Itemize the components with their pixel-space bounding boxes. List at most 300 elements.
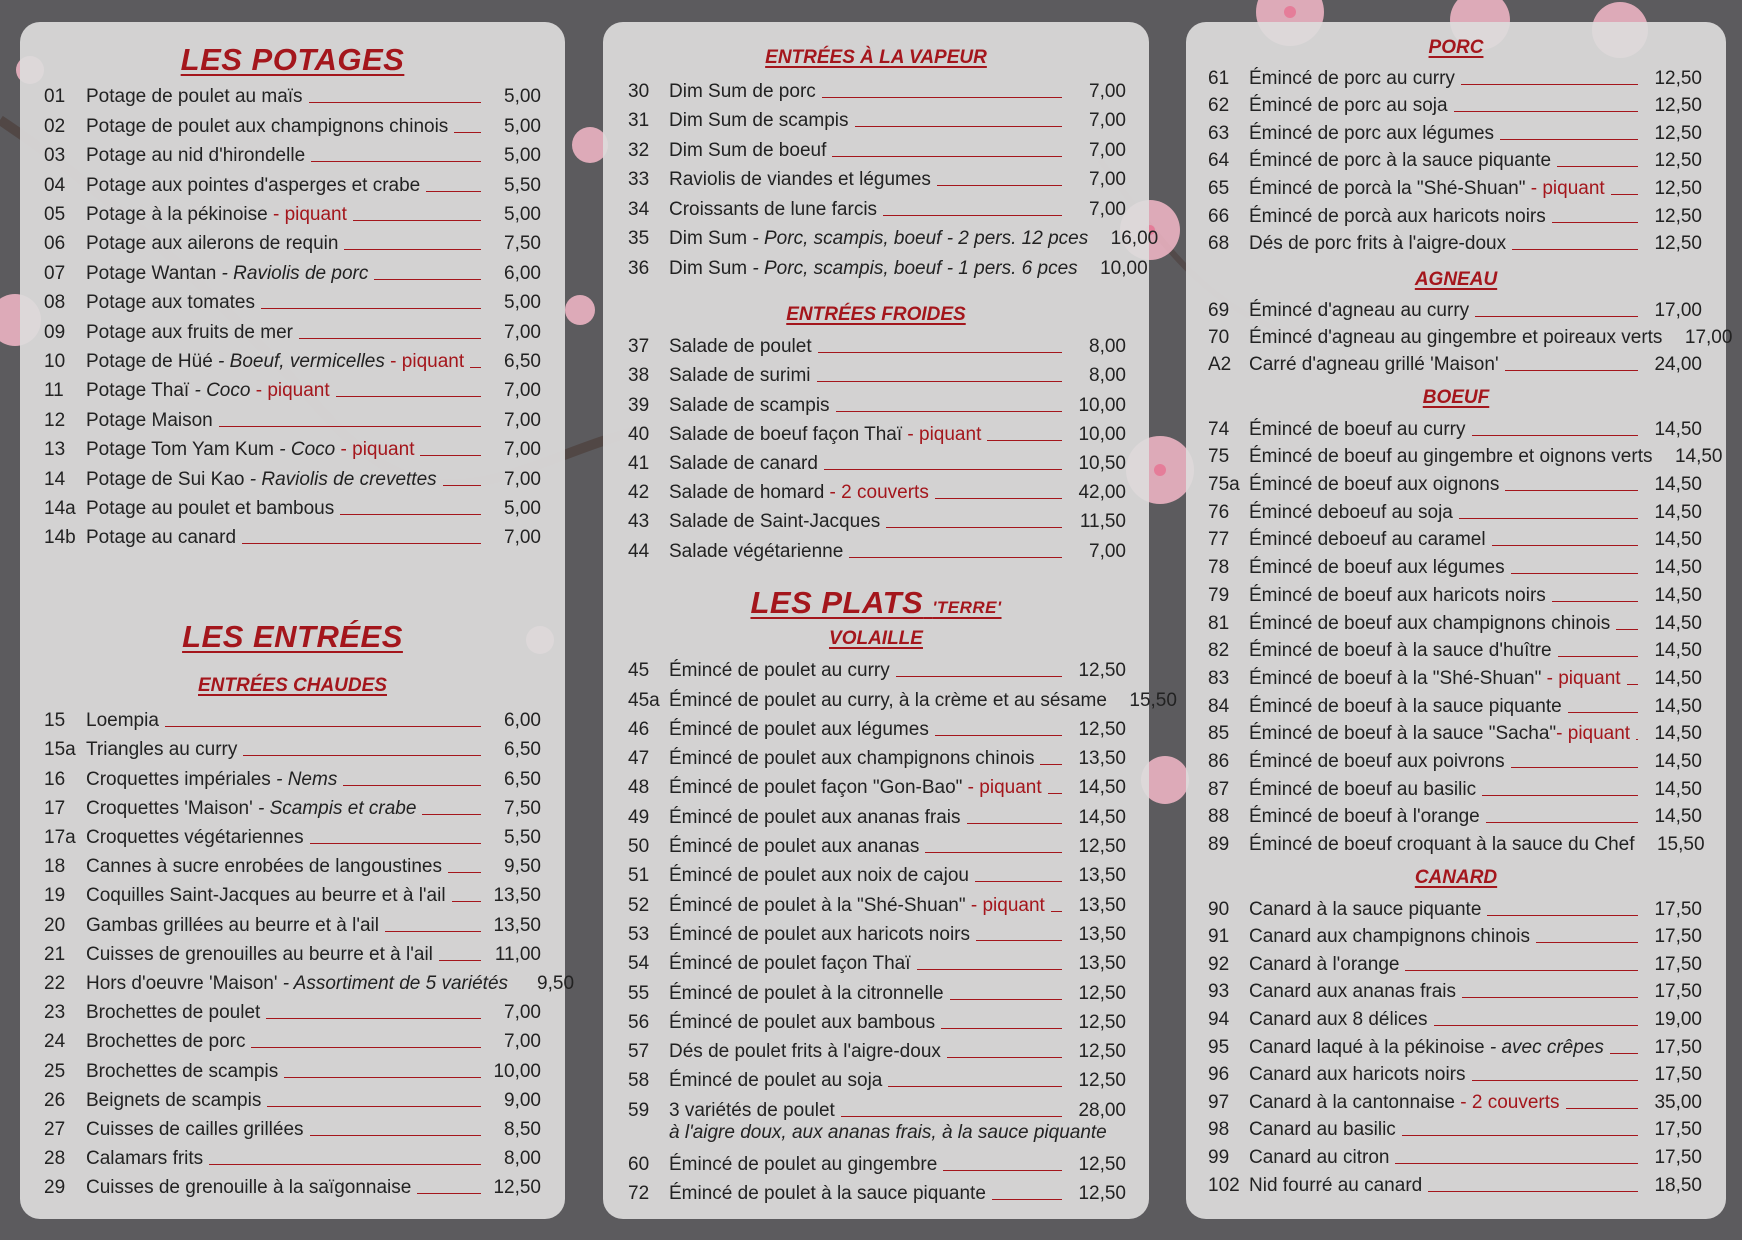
item-number: 23 — [44, 1002, 66, 1024]
leader-line — [311, 160, 481, 162]
item-name: Dés de porc frits à l'aigre-doux — [1249, 233, 1507, 255]
item-price: 12,50 — [1078, 982, 1126, 1004]
item-name-group — [669, 1070, 882, 1092]
item-number: 63 — [1208, 122, 1230, 144]
item-name-group — [669, 777, 1042, 799]
item-number: 45 — [628, 660, 650, 682]
leader-line — [1462, 996, 1638, 998]
item-number: 42 — [628, 482, 650, 504]
item-price: 17,50 — [1654, 926, 1702, 948]
item-name: Émincé deboeuf au soja — [1249, 501, 1453, 523]
item-price: 19,00 — [1654, 1008, 1702, 1030]
item-number: 43 — [628, 511, 650, 533]
item-number: 56 — [628, 1011, 650, 1033]
item-name-group — [1249, 95, 1448, 117]
menu-item-row — [1186, 801, 1726, 829]
item-name-group — [669, 1041, 941, 1063]
item-name-group — [669, 1154, 937, 1176]
menu-item-row — [603, 221, 1159, 251]
item-name: Émincé de poulet au soja — [669, 1070, 883, 1092]
item-name-group — [86, 145, 305, 167]
item-name: Émincé de boeuf croquant à la sauce du Chef — [1249, 834, 1635, 856]
item-name: 3 variétés de poulet — [669, 1099, 835, 1121]
item-name: Émincé de porc aux légumes — [1249, 122, 1495, 144]
item-name: Carré d'agneau grillé 'Maison' — [1249, 354, 1499, 375]
menu-item-row — [1186, 1169, 1726, 1197]
item-name-group — [86, 1002, 260, 1024]
subsection-title-porc: PORC — [1428, 37, 1484, 58]
item-number: 19 — [44, 885, 66, 907]
item-name: Potage au nid d'hirondelle — [86, 145, 306, 167]
item-price: 9,50 — [504, 856, 541, 878]
item-spicy-note: - piquant — [384, 350, 465, 372]
item-name: Salade de homard — [669, 482, 825, 504]
menu-item-row — [1186, 496, 1726, 524]
leader-line — [1511, 572, 1638, 574]
item-name-group — [1249, 446, 1652, 468]
item-name-group — [86, 769, 337, 791]
menu-item-row — [603, 73, 1149, 103]
item-description: - Assortiment de 5 variétés — [277, 972, 509, 994]
item-name-group — [669, 807, 961, 829]
item-name-group — [669, 199, 877, 221]
item-price: 7,00 — [504, 468, 541, 490]
leader-line — [976, 939, 1062, 941]
leader-line — [1482, 794, 1638, 796]
item-name-group — [669, 1100, 835, 1122]
item-name-group — [1249, 954, 1399, 976]
item-number: 18 — [44, 856, 66, 878]
item-name-group — [86, 1090, 261, 1112]
menu-item-row — [603, 1034, 1149, 1063]
item-name: Émincé de boeuf aux oignons — [1249, 474, 1500, 496]
item-name: Canard à la cantonnaise — [1249, 1091, 1455, 1113]
item-name-group — [1249, 899, 1481, 921]
menu-item-row — [603, 858, 1149, 887]
item-number: 82 — [1208, 640, 1230, 662]
item-name-group — [669, 895, 1045, 917]
item-price: 12,50 — [1078, 1154, 1126, 1176]
item-name: Émincé de boeuf à la sauce "Sacha" — [1249, 723, 1557, 745]
item-name: Salade végétarienne — [669, 540, 844, 562]
item-name: Salade de canard — [669, 452, 818, 474]
item-name: Dim Sum de boeuf — [669, 139, 827, 161]
item-number: 89 — [1208, 834, 1230, 856]
item-name-group — [669, 1012, 935, 1034]
item-price: 13,50 — [493, 914, 541, 936]
leader-line — [941, 1027, 1062, 1029]
item-number: 03 — [44, 145, 66, 167]
item-name-group — [86, 263, 368, 285]
item-description: - Coco — [189, 380, 251, 402]
item-name: Salade de scampis — [669, 394, 830, 416]
section-title-plats — [603, 585, 1149, 621]
menu-item-row — [603, 103, 1149, 133]
plats-title-text: LES PLATS — [750, 585, 924, 620]
menu-item-row — [20, 1053, 565, 1082]
item-price: 7,00 — [504, 527, 541, 549]
item-number: 14 — [44, 468, 66, 490]
menu-panel-middle — [603, 22, 1177, 1219]
item-number: 37 — [628, 336, 650, 358]
item-name: Potage Tom Yam Kum — [86, 439, 274, 461]
item-price: 12,50 — [1078, 836, 1126, 858]
item-name: Potage au poulet et bambous — [86, 497, 335, 519]
item-name: Canard aux champignons chinois — [1249, 926, 1530, 948]
item-name: Émincé de porc à la sauce piquante — [1249, 150, 1552, 172]
menu-item-row — [603, 1176, 1149, 1205]
leader-line — [439, 959, 481, 961]
item-name: Émincé de poulet au curry — [669, 660, 890, 682]
item-price: 35,00 — [1654, 1091, 1702, 1113]
menu-item-row — [1186, 635, 1726, 663]
menu-item-row — [1186, 145, 1726, 173]
item-price: 12,50 — [1078, 1011, 1126, 1033]
item-name-group — [86, 798, 416, 820]
leader-line — [454, 131, 481, 133]
menu-item-row — [1186, 295, 1726, 322]
item-name: Potage Thaï — [86, 380, 190, 402]
item-price: 14,50 — [1654, 695, 1702, 717]
item-number: 28 — [44, 1148, 66, 1170]
item-price: 5,00 — [504, 497, 541, 519]
leader-line — [165, 725, 481, 727]
item-name-group — [669, 719, 929, 741]
item-price: 17,50 — [1654, 981, 1702, 1003]
item-name: Émincé d'agneau au curry — [1249, 300, 1470, 321]
item-price: 8,00 — [1089, 365, 1126, 387]
leader-line — [935, 734, 1062, 736]
menu-item-row — [603, 162, 1149, 192]
leader-line — [266, 1017, 481, 1019]
menu-item-row — [20, 344, 565, 373]
leader-line — [888, 1085, 1062, 1087]
item-name-group — [1249, 613, 1610, 635]
item-name: Émincé de poulet à la "Shé-Shuan" — [669, 894, 966, 916]
leader-line — [448, 871, 481, 873]
item-price: 7,00 — [1089, 540, 1126, 562]
item-name-group — [86, 292, 255, 314]
item-name: Émincé de poulet au gingembre — [669, 1154, 938, 1176]
item-number: 70 — [1208, 327, 1230, 348]
item-name-group — [86, 380, 330, 402]
item-number: 72 — [628, 1183, 650, 1205]
item-price: 14,50 — [1654, 667, 1702, 689]
item-name-group — [669, 1183, 986, 1205]
item-name-group — [1249, 640, 1552, 662]
item-name: Croquettes végétariennes — [86, 826, 304, 848]
subsection-title-volaille: VOLAILLE — [829, 628, 923, 649]
item-number: 48 — [628, 777, 650, 799]
item-price: 13,50 — [493, 885, 541, 907]
menu-item-row — [1186, 552, 1726, 580]
item-spicy-note: - piquant — [335, 439, 415, 461]
item-description: - Raviolis de porc — [216, 262, 369, 284]
item-price: 7,00 — [1089, 110, 1126, 131]
menu-item-row — [20, 255, 565, 284]
item-price: 11,00 — [494, 943, 541, 965]
item-name-group — [86, 116, 448, 138]
item-name-group — [1249, 1064, 1466, 1086]
item-description: - Porc, scampis, boeuf - 2 pers. 12 pces — [747, 228, 1089, 249]
item-price: 5,50 — [504, 174, 541, 196]
menu-item-row — [20, 314, 565, 343]
item-spicy-note: - piquant — [267, 203, 347, 225]
item-name: Émincé deboeuf au caramel — [1249, 529, 1486, 551]
item-name: Potage au canard — [86, 527, 237, 549]
menu-item-row — [1186, 976, 1726, 1004]
item-price: 14,50 — [1654, 612, 1702, 634]
item-price: 14,50 — [1654, 778, 1702, 800]
leader-line — [992, 1198, 1062, 1200]
item-number: 17a — [44, 826, 76, 848]
item-name-group — [1249, 150, 1551, 172]
item-price: 12,50 — [1078, 718, 1126, 740]
item-name-group — [86, 175, 420, 197]
item-price: 10,00 — [1078, 423, 1126, 445]
item-price: 17,50 — [1654, 898, 1702, 920]
item-price: 14,50 — [1654, 640, 1702, 662]
section-title-entrees: LES ENTRÉES — [182, 619, 403, 654]
item-name-group — [86, 439, 414, 461]
item-name-group — [669, 482, 929, 504]
item-spicy-note: - piquant — [250, 380, 330, 402]
item-name-group — [1249, 1037, 1604, 1059]
menu-item-row — [1186, 1031, 1726, 1059]
item-name: Émincé de porc au curry — [1249, 67, 1455, 89]
item-price: 12,50 — [1654, 205, 1702, 227]
item-name-group — [1249, 926, 1530, 948]
menu-item-row — [1186, 607, 1726, 635]
leader-line — [855, 125, 1063, 127]
item-name-group — [86, 86, 303, 108]
menu-item-row — [1186, 1086, 1726, 1114]
item-number: 59 — [628, 1099, 650, 1121]
item-number: 93 — [1208, 981, 1230, 1003]
menu-item-row — [1186, 524, 1726, 552]
leader-line — [336, 395, 481, 397]
leader-line — [1505, 369, 1638, 371]
item-name-group — [669, 953, 911, 975]
item-number: 69 — [1208, 300, 1230, 321]
leader-line — [470, 366, 481, 368]
item-price: 7,00 — [504, 439, 541, 461]
item-price: 17,50 — [1654, 1119, 1702, 1141]
item-name: Émincé de boeuf aux légumes — [1249, 557, 1505, 579]
item-spicy-note: - 2 couverts — [824, 482, 929, 504]
item-name: Émincé de poulet aux bambous — [669, 1011, 936, 1033]
item-name: Croquettes impériales — [86, 768, 271, 790]
leader-line — [1500, 138, 1638, 140]
item-number: 62 — [1208, 95, 1230, 117]
leader-line — [426, 190, 481, 192]
leader-line — [1051, 910, 1062, 912]
item-number: 98 — [1208, 1119, 1230, 1141]
item-price: 7,00 — [1089, 169, 1126, 190]
item-price: 5,00 — [504, 203, 541, 225]
item-price: 12,50 — [1078, 1183, 1126, 1205]
item-price: 17,50 — [1654, 1064, 1702, 1086]
item-number: 90 — [1208, 898, 1230, 920]
menu-item-row — [1186, 1059, 1726, 1087]
menu-item-row — [603, 1093, 1149, 1122]
item-name: Salade de surimi — [669, 365, 811, 387]
leader-line — [1402, 1134, 1638, 1136]
item-name-group — [669, 983, 944, 1005]
item-description: - avec crêpes — [1484, 1036, 1604, 1058]
leader-line — [1552, 221, 1638, 223]
item-name: Canard à l'orange — [1249, 953, 1400, 975]
item-name-group — [1249, 529, 1486, 551]
item-name: Dim Sum — [669, 257, 748, 279]
item-name-group — [86, 915, 379, 937]
item-name: Potage aux ailerons de requin — [86, 233, 339, 255]
item-number: 35 — [628, 228, 650, 249]
menu-item-row — [20, 491, 565, 520]
item-name: Potage aux tomates — [86, 292, 255, 314]
item-number: 16 — [44, 768, 66, 790]
item-number: 68 — [1208, 233, 1230, 255]
item-price: 9,50 — [537, 972, 575, 994]
item-name: Cuisses de cailles grillées — [86, 1118, 304, 1140]
item-name: Émincé de boeuf au basilic — [1249, 778, 1477, 800]
leader-line — [987, 439, 1062, 441]
item-price: 12,50 — [1654, 67, 1702, 89]
item-name: Cuisses de grenouilles au beurre et à l'ail — [86, 943, 433, 965]
leader-line — [824, 468, 1062, 470]
item-price: 10,00 — [1078, 394, 1126, 416]
item-price: 16,00 — [1110, 228, 1159, 249]
item-name: Brochettes de porc — [86, 1031, 246, 1053]
item-name-group — [669, 228, 1088, 250]
menu-item-row — [603, 1005, 1149, 1034]
item-name: Canard au citron — [1249, 1146, 1390, 1168]
item-number: 61 — [1208, 67, 1230, 89]
leader-line — [1610, 1052, 1638, 1054]
leader-line — [935, 497, 1062, 499]
subsection-title-agneau: AGNEAU — [1414, 269, 1498, 290]
item-name: Potage de poulet au maïs — [86, 86, 303, 108]
item-name-group — [669, 395, 830, 417]
item-price: 14,50 — [1654, 584, 1702, 606]
item-name-group — [86, 827, 304, 849]
item-name-group — [669, 336, 812, 358]
item-number: A2 — [1208, 354, 1232, 375]
menu-item-row — [1186, 921, 1726, 949]
item-name: Émincé de porcà la "Shé-Shuan" — [1249, 177, 1526, 199]
item-price: 7,00 — [504, 1031, 541, 1053]
leader-line — [1636, 738, 1638, 740]
menu-item-row — [1186, 1003, 1726, 1031]
item-price: 7,50 — [504, 233, 541, 255]
item-name: Triangles au curry — [86, 739, 238, 761]
leader-line — [1459, 517, 1638, 519]
leader-line — [937, 184, 1062, 186]
item-number: 08 — [44, 292, 66, 314]
item-name: Émincé de poulet au curry, à la crème et au sésame — [669, 689, 1107, 711]
leader-line — [420, 454, 481, 456]
leader-line — [1511, 766, 1638, 768]
item-number: 20 — [44, 914, 66, 936]
item-number: 14a — [44, 497, 76, 519]
item-name: Potage aux pointes d'asperges et crabe — [86, 174, 421, 196]
menu-item-row — [603, 475, 1149, 504]
item-name: Potage Maison — [86, 409, 213, 431]
leader-line — [353, 219, 481, 221]
item-number: 22 — [44, 972, 66, 994]
menu-item-row — [20, 878, 565, 907]
menu-item-row — [20, 761, 565, 790]
leader-line — [1627, 683, 1638, 685]
item-spicy-note: - piquant — [1525, 177, 1605, 199]
leader-line — [947, 1056, 1062, 1058]
leader-line — [1472, 1079, 1639, 1081]
item-name-group — [86, 710, 159, 732]
item-price: 7,00 — [504, 321, 541, 343]
leader-line — [975, 880, 1062, 882]
plats-title-suffix: 'TERRE' — [932, 598, 1002, 617]
menu-item-row — [20, 966, 575, 995]
item-price: 5,00 — [504, 86, 541, 108]
item-name: Brochettes de poulet — [86, 1002, 261, 1024]
leader-line — [310, 842, 481, 844]
item-price: 24,00 — [1654, 354, 1702, 375]
leader-line — [343, 784, 481, 786]
menu-item-row — [603, 132, 1149, 162]
leader-line — [1552, 600, 1638, 602]
item-price: 14,50 — [1654, 806, 1702, 828]
item-number: 79 — [1208, 584, 1230, 606]
leader-line — [1472, 434, 1638, 436]
item-number: 65 — [1208, 177, 1230, 199]
leader-line — [967, 822, 1062, 824]
item-name: Émincé de boeuf à la sauce piquante — [1249, 695, 1562, 717]
item-price: 17,50 — [1654, 953, 1702, 975]
item-price: 15,50 — [1129, 689, 1177, 711]
item-price: 8,50 — [504, 1118, 541, 1140]
leader-line — [1566, 1107, 1638, 1109]
item-name-group — [669, 924, 970, 946]
leader-line — [817, 380, 1062, 382]
item-name-group — [1249, 474, 1499, 496]
leader-line — [261, 307, 481, 309]
item-name-group — [1249, 206, 1546, 228]
menu-item-row — [20, 703, 565, 732]
menu-item-row — [603, 1063, 1149, 1092]
item-number: 45a — [628, 689, 660, 711]
item-name-group — [669, 424, 981, 446]
menu-item-row — [1186, 117, 1726, 145]
leader-line — [309, 101, 481, 103]
item-number: 60 — [628, 1154, 650, 1176]
leader-line — [310, 1134, 481, 1136]
item-name-group — [669, 81, 816, 103]
item-price: 6,50 — [504, 739, 541, 761]
item-name-group — [86, 322, 293, 344]
item-name: Salade de poulet — [669, 336, 812, 358]
menu-item-row — [1186, 322, 1733, 349]
leader-line — [251, 1046, 481, 1048]
item-name: Émincé de boeuf à la "Shé-Shuan" — [1249, 667, 1542, 689]
item-name-group — [669, 365, 811, 387]
menu-item-row — [603, 653, 1149, 682]
item-number: 54 — [628, 953, 650, 975]
leader-line — [422, 813, 481, 815]
item-number: 05 — [44, 203, 66, 225]
item-name-group — [86, 351, 464, 373]
item-name-group — [1249, 696, 1562, 718]
menu-item-row — [20, 995, 565, 1024]
